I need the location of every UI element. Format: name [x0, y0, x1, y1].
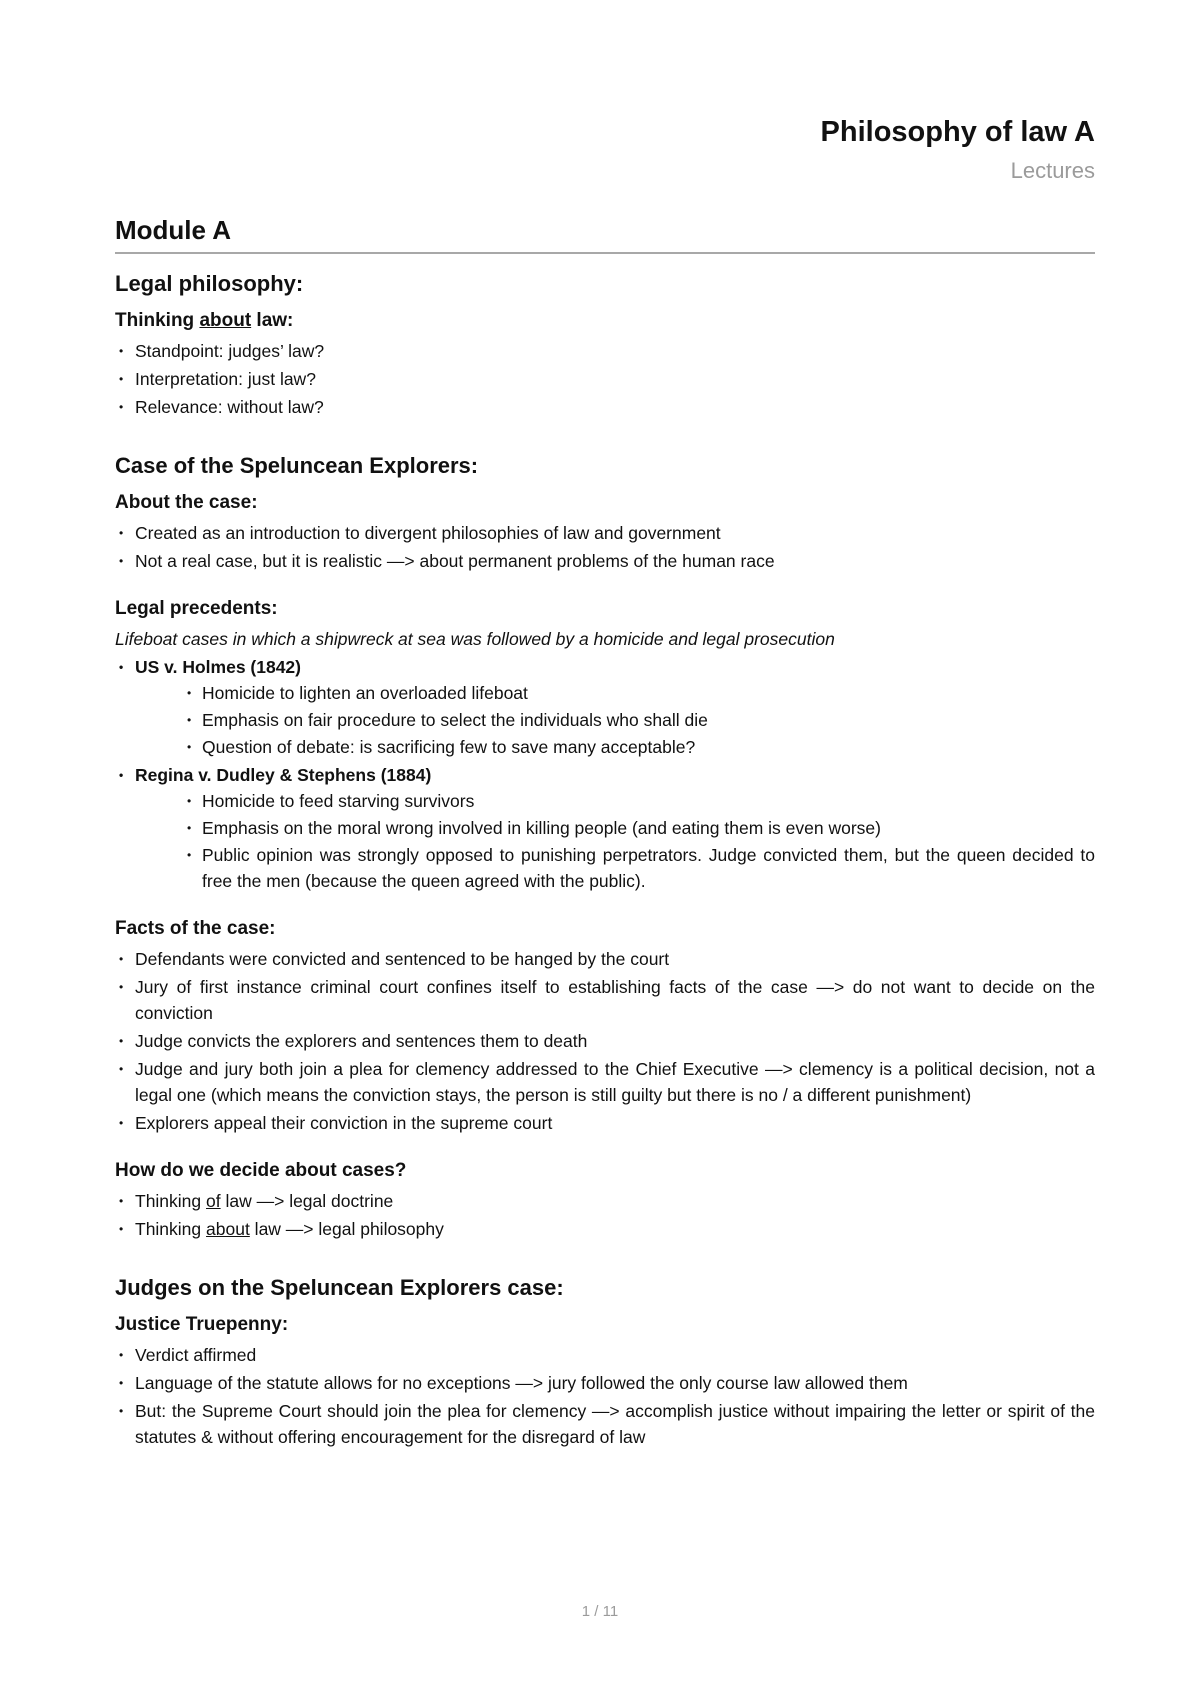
precedent-dudley	[115, 762, 1095, 894]
precedent-dudley-sublist	[135, 788, 1095, 894]
precedent-holmes	[115, 654, 1095, 760]
thinking-about-law-pre: Thinking	[115, 310, 200, 331]
decide-item2-pre: Thinking	[135, 1219, 207, 1239]
legal-philosophy-heading: Legal philosophy:	[115, 271, 304, 296]
list-item: • Public opinion was strongly opposed to punishing perpetrators. Judge convicted them, but the queen decided to free the men (because the queen agreed with the public).	[187, 842, 1095, 894]
list-item: • Explorers appeal their conviction in the supreme court	[115, 1110, 1095, 1136]
about-case-heading: About the case:	[115, 492, 258, 513]
thinking-about-law-post: law:	[251, 310, 294, 331]
list-item: • Relevance: without law?	[115, 394, 1095, 420]
thinking-about-law-heading	[115, 308, 1095, 334]
precedent-holmes-label: US v. Holmes (1842)	[135, 657, 301, 677]
list-item: • Verdict affirmed	[115, 1342, 1095, 1368]
judges-heading: Judges on the Speluncean Explorers case:	[115, 1275, 564, 1300]
list-item	[115, 1216, 1095, 1242]
decide-item1-post: law —> legal doctrine	[220, 1191, 394, 1211]
decide-list	[115, 1188, 1095, 1242]
legal-precedents-list	[115, 654, 1095, 894]
precedent-holmes-sublist	[135, 680, 1095, 760]
list-item: • Created as an introduction to divergent philosophies of law and government	[115, 520, 1095, 546]
decide-item1-underlined: of	[206, 1191, 221, 1211]
legal-philosophy-list	[115, 338, 1095, 420]
about-case-list	[115, 520, 1095, 574]
truepenny-heading: Justice Truepenny:	[115, 1314, 289, 1335]
list-item: • Homicide to lighten an overloaded lifeboat	[187, 680, 1095, 706]
list-item: • Interpretation: just law?	[115, 366, 1095, 392]
list-item: • Emphasis on the moral wrong involved in killing people (and eating them is even worse)	[187, 815, 1095, 841]
precedent-dudley-label: Regina v. Dudley & Stephens (1884)	[135, 765, 432, 785]
truepenny-list	[115, 1342, 1095, 1450]
thinking-about-law-underlined: about	[199, 310, 252, 331]
list-item: • Judge and jury both join a plea for clemency addressed to the Chief Executive —> clemency is a political decision, not a legal one (which means the conviction stays, the person is still guilty but there is no / a different punishment)	[115, 1056, 1095, 1108]
list-item: • Emphasis on fair procedure to select the individuals who shall die	[187, 707, 1095, 733]
list-item: • Language of the statute allows for no exceptions —> jury followed the only course law allowed them	[115, 1370, 1095, 1396]
document-title: Philosophy of law A	[820, 116, 1095, 148]
list-item	[115, 1188, 1095, 1214]
document-subtitle: Lectures	[1010, 158, 1095, 183]
list-item: • Question of debate: is sacrificing few to save many acceptable?	[187, 734, 1095, 760]
list-item: • Defendants were convicted and sentenced to be hanged by the court	[115, 946, 1095, 972]
list-item: • Judge convicts the explorers and sentences them to death	[115, 1028, 1095, 1054]
page-number: 1 / 11	[581, 1603, 619, 1620]
list-item: • But: the Supreme Court should join the plea for clemency —> accomplish justice without impairing the letter or spirit of the statutes & without offering encouragement for the disregard of law	[115, 1398, 1095, 1450]
case-heading: Case of the Speluncean Explorers:	[115, 453, 479, 478]
decide-item2-post: law —> legal philosophy	[249, 1219, 444, 1239]
decide-item1-pre: Thinking	[135, 1191, 207, 1211]
decide-heading: How do we decide about cases?	[115, 1160, 407, 1181]
decide-item2-underlined: about	[206, 1219, 250, 1239]
list-item: • Not a real case, but it is realistic —> about permanent problems of the human race	[115, 548, 1095, 574]
page-content	[115, 112, 1095, 1452]
legal-precedents-intro: Lifeboat cases in which a shipwreck at sea was followed by a homicide and legal prosecution	[115, 629, 835, 649]
facts-heading: Facts of the case:	[115, 918, 276, 939]
facts-list	[115, 946, 1095, 1136]
list-item: • Jury of first instance criminal court confines itself to establishing facts of the case —> do not want to decide on the conviction	[115, 974, 1095, 1026]
list-item: • Standpoint: judges’ law?	[115, 338, 1095, 364]
legal-precedents-heading: Legal precedents:	[115, 598, 278, 619]
list-item: • Homicide to feed starving survivors	[187, 788, 1095, 814]
module-heading: Module A	[115, 212, 1095, 254]
